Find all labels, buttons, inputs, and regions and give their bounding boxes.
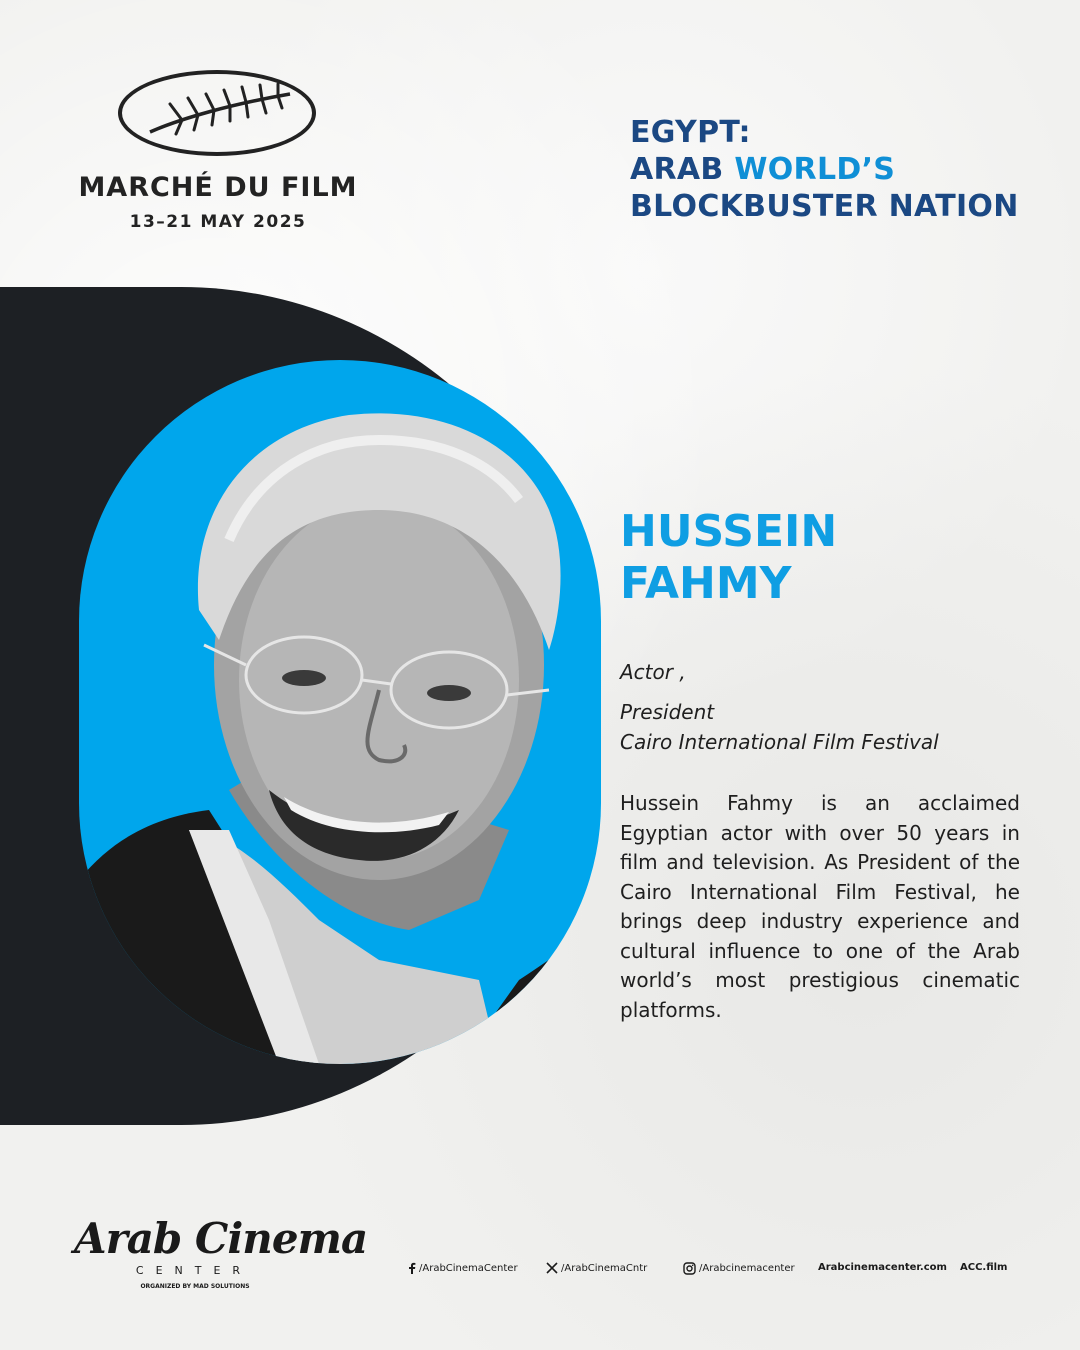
website-url: Arabcinemacenter.com — [818, 1262, 947, 1273]
facebook-handle: /ArabCinemaCenter — [419, 1262, 518, 1274]
x-icon — [546, 1262, 558, 1274]
palm-leaf-icon — [122, 74, 312, 152]
headline-worlds: WORLD’S — [734, 152, 896, 187]
marche-du-film-date: 13–21 MAY 2025 — [129, 212, 307, 232]
headline-line-1: EGYPT: — [630, 115, 751, 150]
instagram-icon — [683, 1262, 696, 1275]
role-festival: Cairo International Film Festival — [620, 730, 939, 754]
portrait-frame — [79, 360, 601, 1064]
website-link[interactable] — [818, 1262, 947, 1273]
bio-text: Hussein Fahmy is an acclaimed Egyptian actor with over 50 years in film and television. As President of the Cairo International Film Festival, he brings deep industry experience and cultural influence to one of the Arab world’s most prestigious cinematic platforms. — [620, 791, 1020, 1022]
portrait-image — [79, 360, 601, 1064]
facebook-icon — [408, 1262, 416, 1274]
facebook-link[interactable] — [408, 1262, 518, 1274]
instagram-link[interactable] — [683, 1262, 795, 1275]
headline — [630, 114, 1050, 225]
headline-arab: ARAB — [630, 152, 724, 187]
first-name: HUSSEIN — [620, 506, 838, 557]
acc-film-link[interactable] — [960, 1262, 1007, 1273]
instagram-handle: /Arabcinemacenter — [699, 1263, 795, 1274]
palm-logo — [118, 70, 316, 156]
marche-du-film-title: MARCHÉ DU FILM — [78, 172, 358, 203]
headline-line-3: BLOCKBUSTER NATION — [630, 189, 1019, 224]
last-name: FAHMY — [620, 558, 792, 609]
x-link[interactable] — [546, 1262, 647, 1274]
person-name — [620, 506, 1040, 610]
role-president: President — [620, 700, 715, 724]
arab-cinema-logo: Arab Cinema — [74, 1214, 368, 1263]
arab-cinema-center-label: CENTER — [135, 1264, 253, 1277]
x-handle: /ArabCinemaCntr — [561, 1262, 648, 1274]
organized-by-label: ORGANIZED BY MAD SOLUTIONS — [140, 1283, 250, 1290]
headline-line-2 — [630, 151, 1050, 188]
role-actor: Actor , — [620, 660, 686, 684]
acc-film-url: ACC.film — [960, 1262, 1008, 1273]
